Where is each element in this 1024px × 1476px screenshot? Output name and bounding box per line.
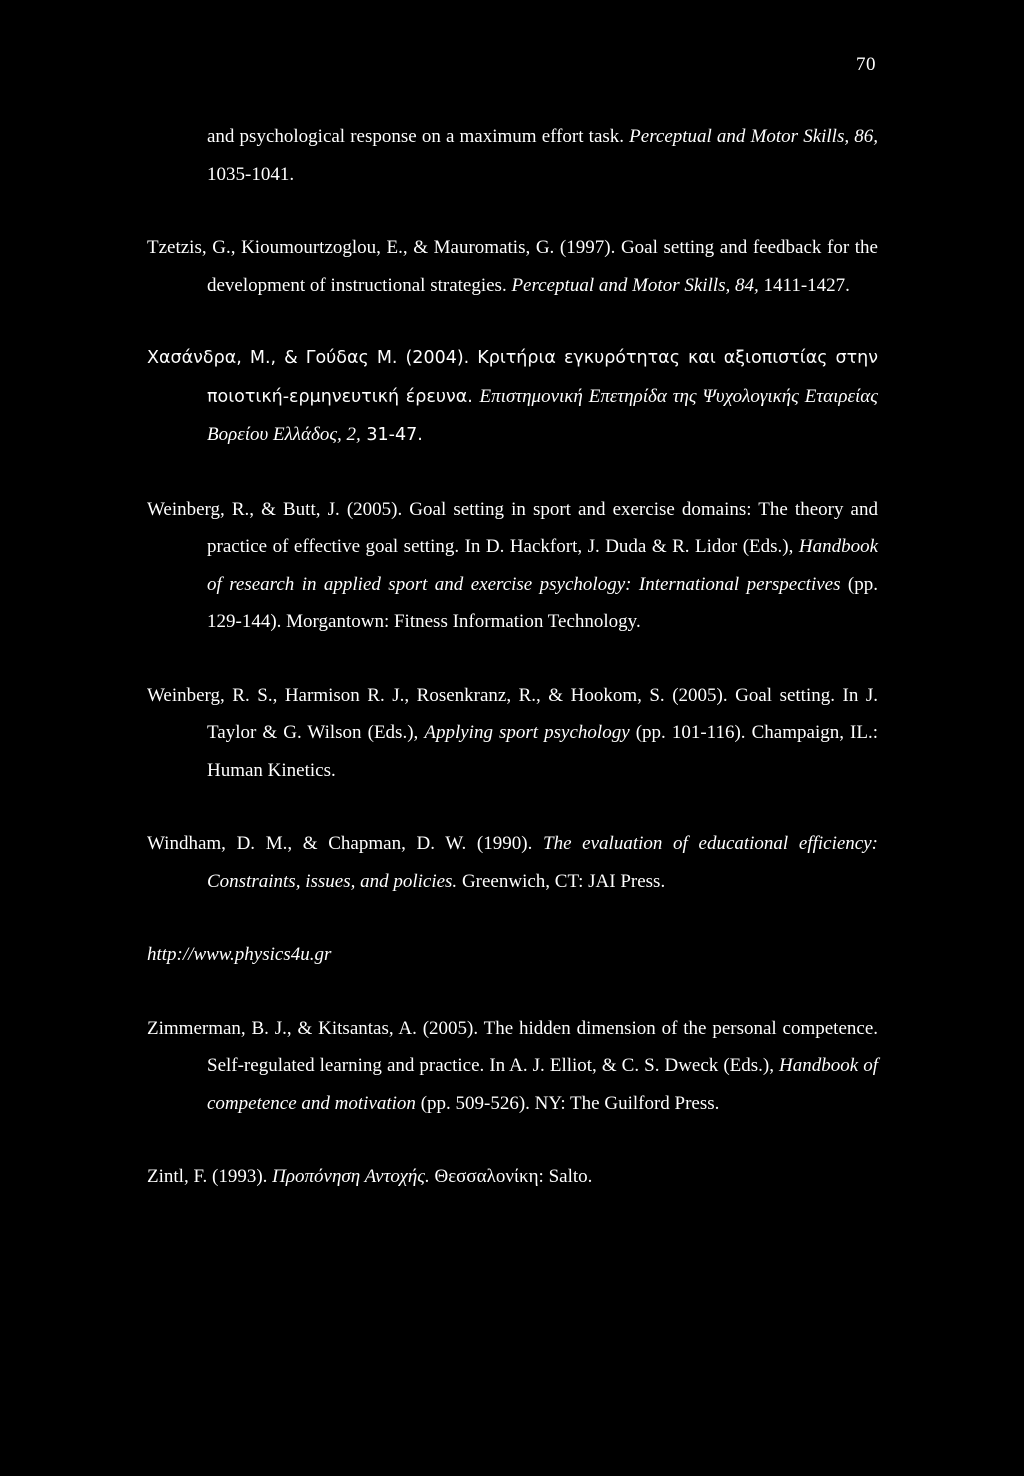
reference-text: Weinberg, R., & Butt, J. (2005). Goal setting in sport and exercise domains: The theory and practice of effective goal setting. In D. Hackfort, J. Duda & R. Lidor (Eds.), (147, 498, 878, 557)
reference-text: (pp. 129-144). Morgantown: Fitness Information Technology. (207, 573, 878, 632)
reference-text: Zintl, F. (1993). (147, 1166, 273, 1187)
reference-list (147, 118, 878, 1232)
reference-text: Weinberg, R. S., Harmison R. J., Rosenkranz, R., & Hookom, S. (2005). Goal setting. In J. Taylor & G. Wilson (Eds.), (147, 684, 878, 743)
reference-book-title: The evaluation of educational efficiency: Constraints, issues, and policies. (207, 833, 878, 892)
reference-text: Θεσσαλονίκη: Salto. (429, 1166, 593, 1187)
reference-text: Greenwich, CT: JAI Press. (457, 870, 666, 892)
reference-text: Zimmerman, B. J., & Kitsantas, A. (2005). The hidden dimension of the personal competence. Self-regulated learning and practice. In A. J. Elliot, & C. S. Dweck (Eds.), (147, 1017, 878, 1076)
page-number: 70 (856, 54, 876, 75)
reference-text: (pp. 101-116). Champaign, IL.: Human Kinetics. (207, 722, 878, 781)
reference-text: Windham, D. M., & Chapman, D. W. (1990). (147, 833, 543, 854)
reference-book-title: Applying sport psychology (424, 722, 630, 743)
reference-journal: Perceptual and Motor Skills, 84, (511, 274, 759, 296)
reference-entry (147, 340, 878, 455)
reference-text: Tzetzis, G., Kioumourtzoglou, E., & Mauromatis, G. (1997). Goal setting and feedback for the development of instructional strategies. (147, 237, 878, 296)
reference-entry (147, 1158, 878, 1196)
reference-book-title: Handbook of competence and motivation (207, 1055, 879, 1114)
reference-entry (147, 936, 878, 974)
reference-entry (147, 118, 878, 193)
reference-entry (147, 229, 878, 304)
reference-entry (147, 1010, 878, 1123)
reference-book-title: Handbook of research in applied sport and exercise psychology: International perspectives (207, 536, 878, 595)
reference-text: 1035-1041. (207, 163, 295, 185)
reference-journal: Perceptual and Motor Skills, 86, (629, 126, 878, 147)
reference-entry (147, 677, 878, 790)
reference-entry (147, 825, 878, 900)
reference-url[interactable]: http://www.physics4u.gr (147, 944, 332, 965)
reference-text: 1411-1427. (758, 274, 850, 296)
reference-text: 31-47. (360, 425, 423, 445)
reference-book-title: Προπόνηση Αντοχής. (272, 1166, 430, 1187)
reference-journal: Επιστημονική Επετηρίδα της Ψυχολογικής Εταιρείας Βορείου Ελλάδος, 2, (207, 385, 878, 445)
reference-entry (147, 491, 878, 641)
reference-text: Χασάνδρα, Μ., & Γούδας Μ. (2004). Κριτήρια εγκυρότητας και αξιοπιστίας στην ποιοτική-ερμηνευτική έρευνα. (147, 348, 878, 407)
reference-text: (pp. 509-526). NY: The Guilford Press. (415, 1092, 720, 1114)
reference-text: and psychological response on a maximum effort task. (207, 126, 630, 147)
